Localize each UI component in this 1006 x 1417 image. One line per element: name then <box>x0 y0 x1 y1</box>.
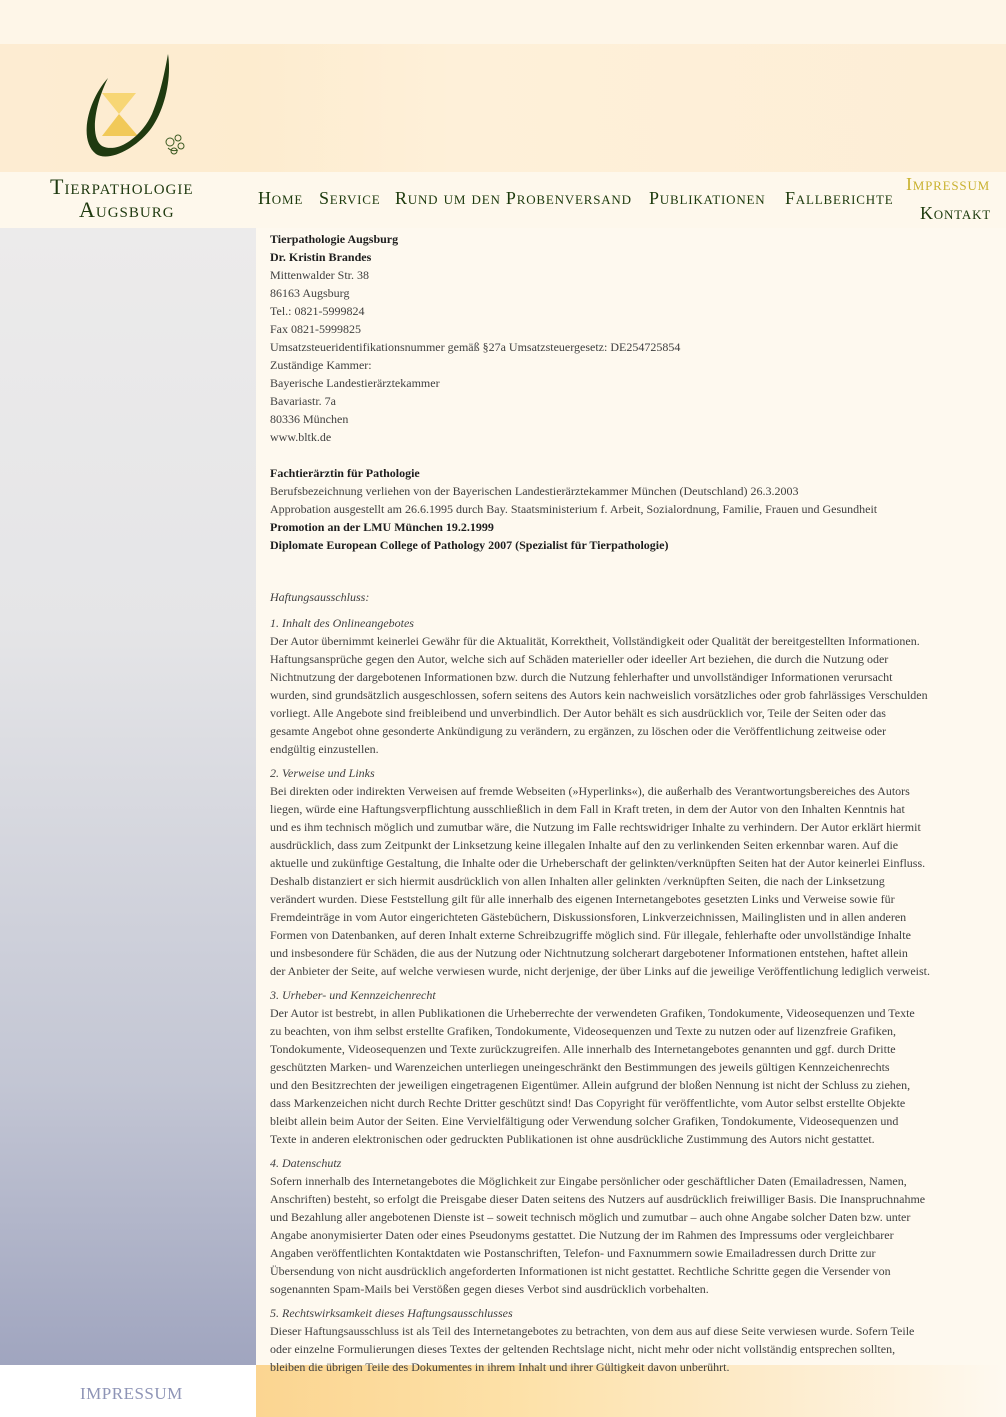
chamber-city: 80336 München <box>270 412 349 426</box>
section2-body <box>270 782 970 980</box>
paragraph-line: oder einzelne Formulierungen dieses Textes der geltenden Rechtslage nicht, nicht mehr oder nicht vollständig entsprechen sollten, <box>270 1342 896 1356</box>
paragraph-line: Texte in anderen elektronischen oder gedruckten Publikationen ist ohne ausdrückliche Zustimmung des Autors nicht gestattet. <box>270 1132 875 1146</box>
address-city: 86163 Augsburg <box>270 286 350 300</box>
paragraph-line: Dieser Haftungsausschluss ist als Teil des Internetangebotes zu betrachten, von dem aus auf diese Seite verwiesen wurde. Sofern Teile <box>270 1324 915 1338</box>
nav-service[interactable]: Service <box>319 188 381 208</box>
section4-body <box>270 1172 970 1298</box>
top-strip <box>0 0 1006 44</box>
paragraph-line: verändert wurden. Diese Feststellung gilt für alle innerhalb des eigenen Internetangebotes gesetzten Links und Verweise sowie für <box>270 892 895 906</box>
paragraph-line: Sofern innerhalb des Internetangebotes die Möglichkeit zur Eingabe persönlicher oder geschäftlicher Daten (Emailadressen, Namen, <box>270 1174 907 1188</box>
phone-number: Tel.: 0821-5999824 <box>270 304 365 318</box>
paragraph-line: Angaben veröffentlichten Kontaktdaten wie Postanschriften, Telefon- und Faxnummern sowie Emailadressen durch Dritte zur <box>270 1246 876 1260</box>
address-street: Mittenwalder Str. 38 <box>270 268 369 282</box>
nav-home[interactable]: Home <box>258 188 304 208</box>
section5-title: 5. Rechtswirksamkeit dieses Haftungsausschlusses <box>270 1306 513 1320</box>
paragraph-line: Nichtnutzung der dargebotenen Informationen bzw. durch die Nutzung fehlerhafter und unvollständiger Informationen verursacht <box>270 670 893 684</box>
paragraph-line: Der Autor ist bestrebt, in allen Publikationen die Urheberrechte der verwendeten Grafiken, Tondokumente, Videosequenzen und Texte <box>270 1006 915 1020</box>
paragraph-line: sogenannten Spam-Mails bei Verstößen gegen dieses Verbot sind ausdrücklich vorbehalten. <box>270 1282 709 1296</box>
logo-swoosh <box>87 54 169 157</box>
paragraph-line: und Bezahlung aller angebotenen Dienste ist – soweit technisch möglich und zumutbar – auch ohne Angabe solcher Daten bzw. unter <box>270 1210 911 1224</box>
vat-id: Umsatzsteueridentifikationsnummer gemäß §27a Umsatzsteuergesetz: DE254725854 <box>270 340 681 354</box>
nav-impressum[interactable]: Impressum <box>906 174 991 194</box>
section3-body <box>270 1004 970 1148</box>
diplomate-line: Diplomate European College of Pathology 2007 (Spezialist für Tierpathologie) <box>270 538 669 552</box>
chamber-name: Bayerische Landestierärztekammer <box>270 376 440 390</box>
logo-graphic <box>78 50 198 162</box>
paragraph-line: Bei direkten oder indirekten Verweisen auf fremde Webseiten (»Hyperlinks«), die außerhalb des Verantwortungsbereiches des Autors <box>270 784 910 798</box>
paragraph-line: Übersendung von nicht ausdrücklich angeforderten Informationen ist nicht gestattet. Rechtliche Schritte gegen die Versender von <box>270 1264 891 1278</box>
tierpathologie-logo[interactable] <box>78 50 198 162</box>
section4-title: 4. Datenschutz <box>270 1156 342 1170</box>
paragraph-line: Anschriften) besteht, so erfolgt die Preisgabe dieser Daten seitens des Nutzers auf ausdrücklich freiwilliger Basis. Die Inanspruchnahme <box>270 1192 926 1206</box>
company-name: Tierpathologie Augsburg <box>270 232 399 246</box>
footer-impressum-link[interactable]: IMPRESSUM <box>80 1384 183 1403</box>
section2-title: 2. Verweise und Links <box>270 766 375 780</box>
paragraph-line: Fremdeinträge in vom Autor eingerichteten Gästebüchern, Diskussionsforen, Linkverzeichnissen, Mailinglisten und in allen anderen <box>270 910 907 924</box>
sidebar <box>0 228 256 1365</box>
paragraph-line: Haftungsansprüche gegen den Autor, welche sich auf Schäden materieller oder ideeller Art beziehen, die durch die Nutzung oder <box>270 652 889 666</box>
nav-publikationen[interactable]: Publikationen <box>649 188 766 208</box>
owner-name: Dr. Kristin Brandes <box>270 250 372 264</box>
nav-probenversand[interactable]: Rund um den Probenversand <box>395 188 632 208</box>
impressum-content <box>270 230 970 1376</box>
paragraph-line: wurden, sind grundsätzlich ausgeschlossen, sofern seitens des Autors kein nachweislich vorsätzliches oder grob fahrlässiges Verschulden <box>270 688 928 702</box>
section1-title: 1. Inhalt des Onlineangebotes <box>270 616 414 630</box>
paragraph-line: vorliegt. Alle Angebote sind freibleibend und unverbindlich. Der Autor behält es sich ausdrücklich vor, Teile der Seiten oder das <box>270 706 886 720</box>
chamber-website-link[interactable]: www.bltk.de <box>270 430 332 444</box>
chamber-street: Bavariastr. 7a <box>270 394 336 408</box>
paragraph-line: Formen von Datenbanken, auf deren Inhalt externe Schreibzugriffe möglich sind. Für illegale, fehlerhafte oder unvollständige Inhalte <box>270 928 911 942</box>
paragraph-line: geschützten Marken- und Warenzeichen unterliegen uneingeschränkt den Bestimmungen des jeweils gültigen Kennzeichenrechts <box>270 1060 890 1074</box>
paragraph-line: und den Besitzrechten der jeweiligen eingetragenen Eigentümer. Allein aufgrund der bloßen Nennung ist nicht der Schluss zu ziehen, <box>270 1078 911 1092</box>
paragraph-line: dass Markenzeichen nicht durch Rechte Dritter geschützt sind! Das Copyright für veröffentlichte, vom Autor selbst erstellte Objekte <box>270 1096 906 1110</box>
qualification-line2: Approbation ausgestellt am 26.6.1995 durch Bay. Staatsministerium f. Arbeit, Sozialordnung, Familie, Frauen und Gesundheit <box>270 502 878 516</box>
brand-name-line2: Augsburg <box>79 197 175 222</box>
paragraph-line: Angabe anonymisierter Daten oder eines Pseudonyms gestattet. Die Nutzung der im Rahmen des Impressums oder vergleichbarer <box>270 1228 894 1242</box>
paw-icon <box>166 135 184 154</box>
paragraph-line: Der Autor übernimmt keinerlei Gewähr für die Aktualität, Korrektheit, Vollständigkeit oder Qualität der bereitgestellten Informationen. <box>270 634 920 648</box>
qualification-line1: Berufsbezeichnung verliehen von der Bayerischen Landestierärztekammer München (Deutschland) 26.3.2003 <box>270 484 799 498</box>
paragraph-line: endgültig einzustellen. <box>270 742 379 756</box>
paragraph-line: bleibt allein beim Autor der Seiten. Eine Vervielfältigung oder Verwendung solcher Grafiken, Tondokumente, Videosequenzen und <box>270 1114 899 1128</box>
paragraph-line: liegen, würde eine Haftungsverpflichtung ausschließlich in dem Fall in Kraft treten, in dem der Autor von den Inhalten Kenntnis hat <box>270 802 905 816</box>
paragraph-line: Tondokumente, Videosequenzen und Texte zurückzugreifen. Alle innerhalb des Internetangebotes genannten und ggf. durch Dritte <box>270 1042 896 1056</box>
paragraph-line: ausdrücklich, dass zum Zeitpunkt der Linksetzung keine illegalen Inhalte auf den zu verlinkenden Seiten erkennbar waren. Auf die <box>270 838 899 852</box>
disclaimer-title: Haftungsausschluss: <box>270 590 370 604</box>
section1-body <box>270 632 970 758</box>
qualification-title: Fachtierärztin für Pathologie <box>270 466 420 480</box>
section5-body <box>270 1322 970 1376</box>
paragraph-line: aktuelle und zukünftige Gestaltung, die Inhalte oder die Urheberschaft der gelinkten/verknüpften Seiten hat der Autor keinerlei Einfluss. <box>270 856 926 870</box>
paragraph-line: und es ihm technisch möglich und zumutbar wäre, die Nutzung im Falle rechtswidriger Inhalte zu verhindern. Der Autor erklärt hiermit <box>270 820 921 834</box>
nav-kontakt[interactable]: Kontakt <box>920 203 991 223</box>
hourglass-bottom <box>102 114 138 136</box>
fax-number: Fax 0821-5999825 <box>270 322 361 336</box>
paragraph-line: Deshalb distanziert er sich hiermit ausdrücklich von allen Inhalten aller gelinkten /verknüpften Seiten, die nach der Linksetzung <box>270 874 885 888</box>
paragraph-line: zu beachten, von ihm selbst erstellte Grafiken, Tondokumente, Videosequenzen und Texte zu nutzen oder auf lizenzfreie Grafiken, <box>270 1024 897 1038</box>
paragraph-line: der Anbieter der Seite, auf welche verwiesen wurde, nicht derjenige, der über Links auf die jeweilige Veröffentlichung lediglich verweist. <box>270 964 930 978</box>
hourglass-top <box>102 93 136 114</box>
paragraph-line: und insbesondere für Schäden, die aus der Nutzung oder Nichtnutzung solcherart dargebotener Informationen entstehen, haftet allein <box>270 946 908 960</box>
nav-fallberichte[interactable]: Fallberichte <box>785 188 894 208</box>
promotion-line: Promotion an der LMU München 19.2.1999 <box>270 520 494 534</box>
brand-name-line1: Tierpathologie <box>50 174 194 199</box>
section3-title: 3. Urheber- und Kennzeichenrecht <box>270 988 436 1002</box>
paragraph-line: bleiben die übrigen Teile des Dokumentes in ihrem Inhalt und ihrer Gültigkeit davon unberührt. <box>270 1360 730 1374</box>
paragraph-line: gesamte Angebot ohne gesonderte Ankündigung zu verändern, zu ergänzen, zu löschen oder die Veröffentlichung zeitweise oder <box>270 724 887 738</box>
chamber-label: Zuständige Kammer: <box>270 358 372 372</box>
